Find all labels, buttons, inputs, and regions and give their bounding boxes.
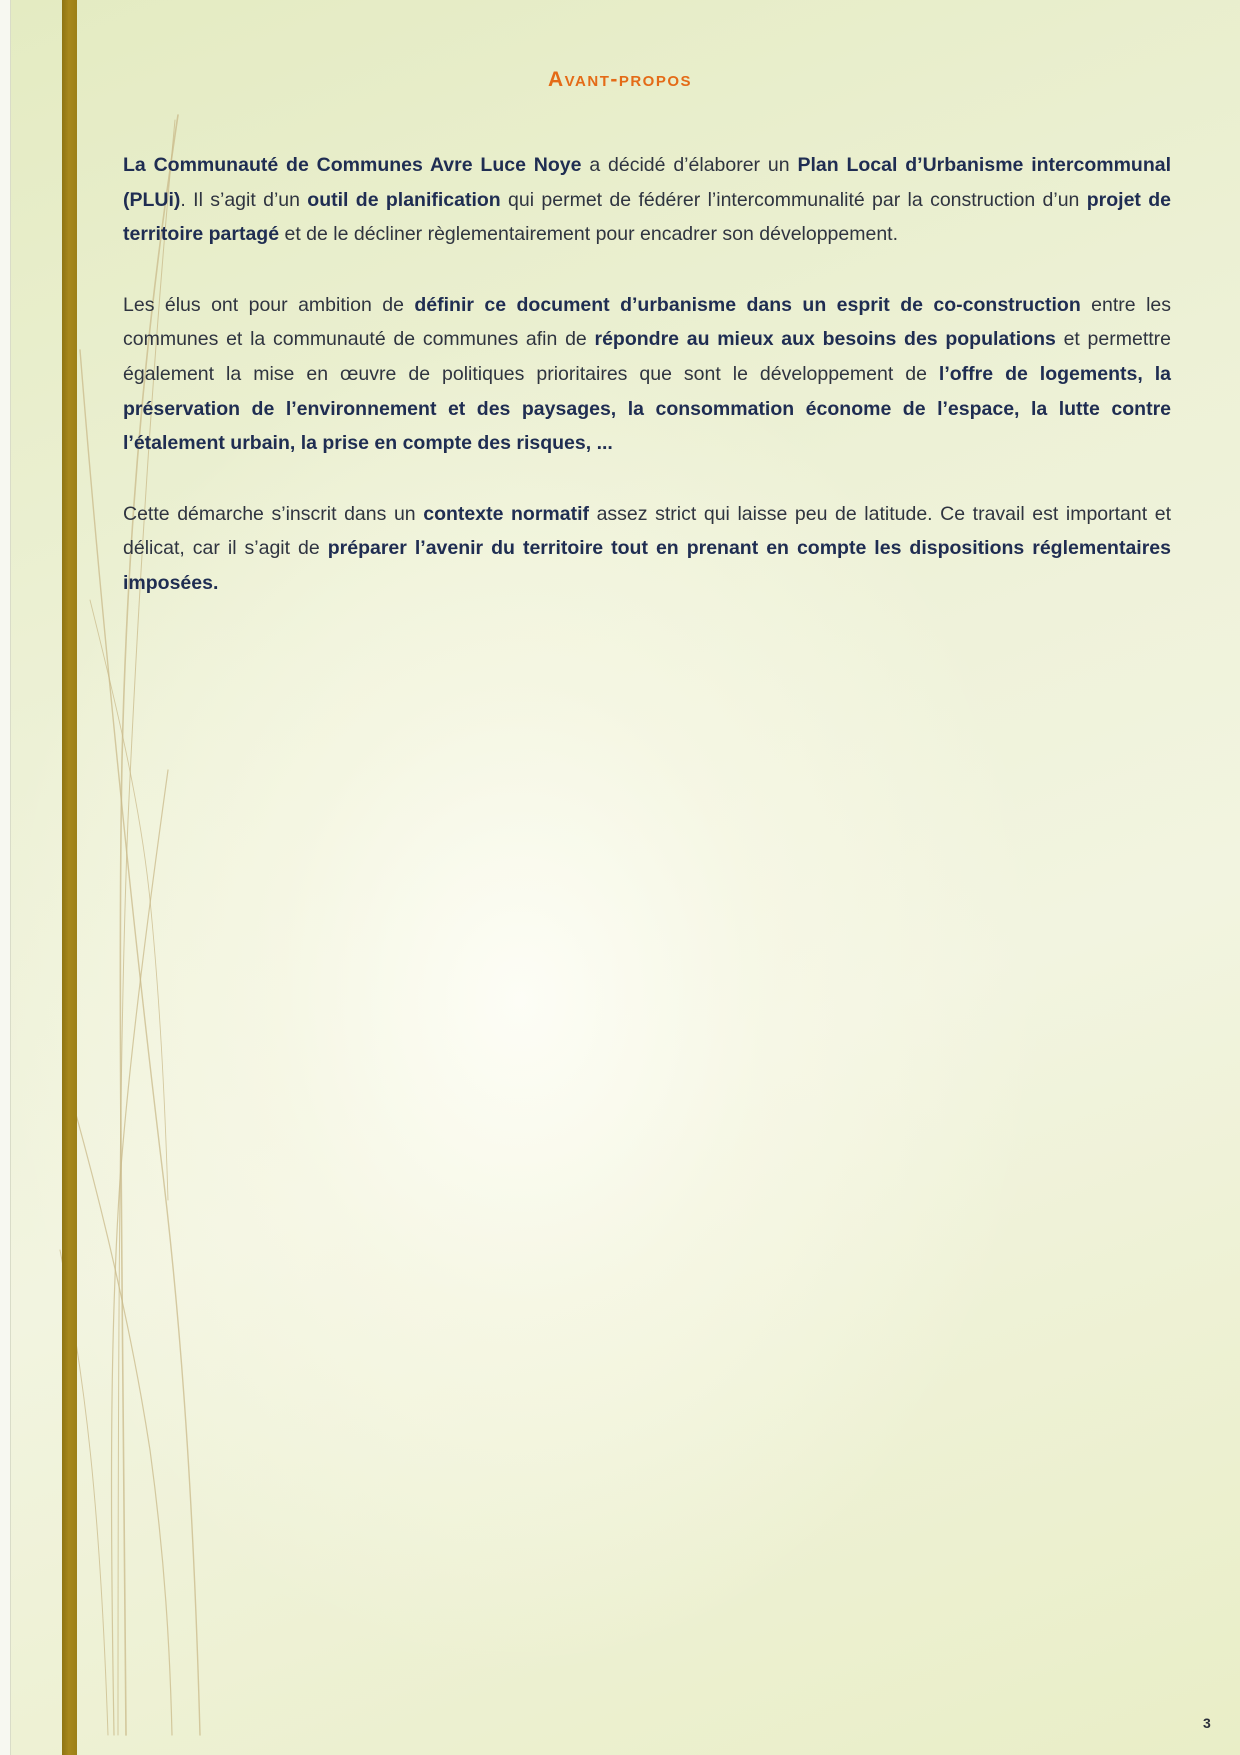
page-title: Avant-propos xyxy=(547,68,693,91)
bold-text: définir ce document d’urbanisme dans un esprit de co-construction xyxy=(414,293,1081,316)
bold-text: Plan Local d’Urbanisme intercommunal (PLUi) xyxy=(123,154,1171,211)
body-text xyxy=(123,148,1171,637)
text-segment: et permettre également la mise en œuvre de politiques prioritaires que sont le développement de xyxy=(123,328,1171,385)
bold-text: l’offre de logements, la préservation de l’environnement et des paysages, la consommation économe de l’espace, la lutte contre l’étalement urbain, la prise en compte des risques, ... xyxy=(123,362,1171,455)
paragraph xyxy=(123,288,1171,461)
bold-text: préparer l’avenir du territoire tout en prenant en compte les dispositions réglementaires imposées. xyxy=(123,537,1171,594)
paragraph xyxy=(123,148,1171,252)
text-segment: entre les communes et la communauté de communes afin de xyxy=(123,293,1171,351)
text-segment: qui permet de fédérer l’intercommunalité par la construction d’un xyxy=(500,188,1087,211)
text-segment: . Il s’agit d’un xyxy=(180,188,308,211)
text-segment: assez strict qui laisse peu de latitude. Ce travail est important et délicat, car il s’agit de xyxy=(123,502,1171,560)
bold-text: outil de planification xyxy=(307,188,501,211)
text-segment: et de le décliner règlementairement pour encadrer son développement. xyxy=(279,223,899,246)
page-number: 3 xyxy=(1203,1715,1211,1731)
text-segment: a décidé d’élaborer un xyxy=(581,154,798,176)
text-segment: Les élus ont pour ambition de xyxy=(123,293,415,316)
bold-text: répondre au mieux aux besoins des populations xyxy=(594,328,1056,351)
bold-text: projet de territoire partagé xyxy=(123,188,1172,246)
gold-vertical-bar xyxy=(62,0,77,1755)
bold-text: contexte normatif xyxy=(423,502,589,525)
text-segment: Cette démarche s’inscrit dans un xyxy=(123,502,424,525)
bold-text: La Communauté de Communes Avre Luce Noye xyxy=(123,154,582,176)
paragraph xyxy=(123,497,1171,601)
